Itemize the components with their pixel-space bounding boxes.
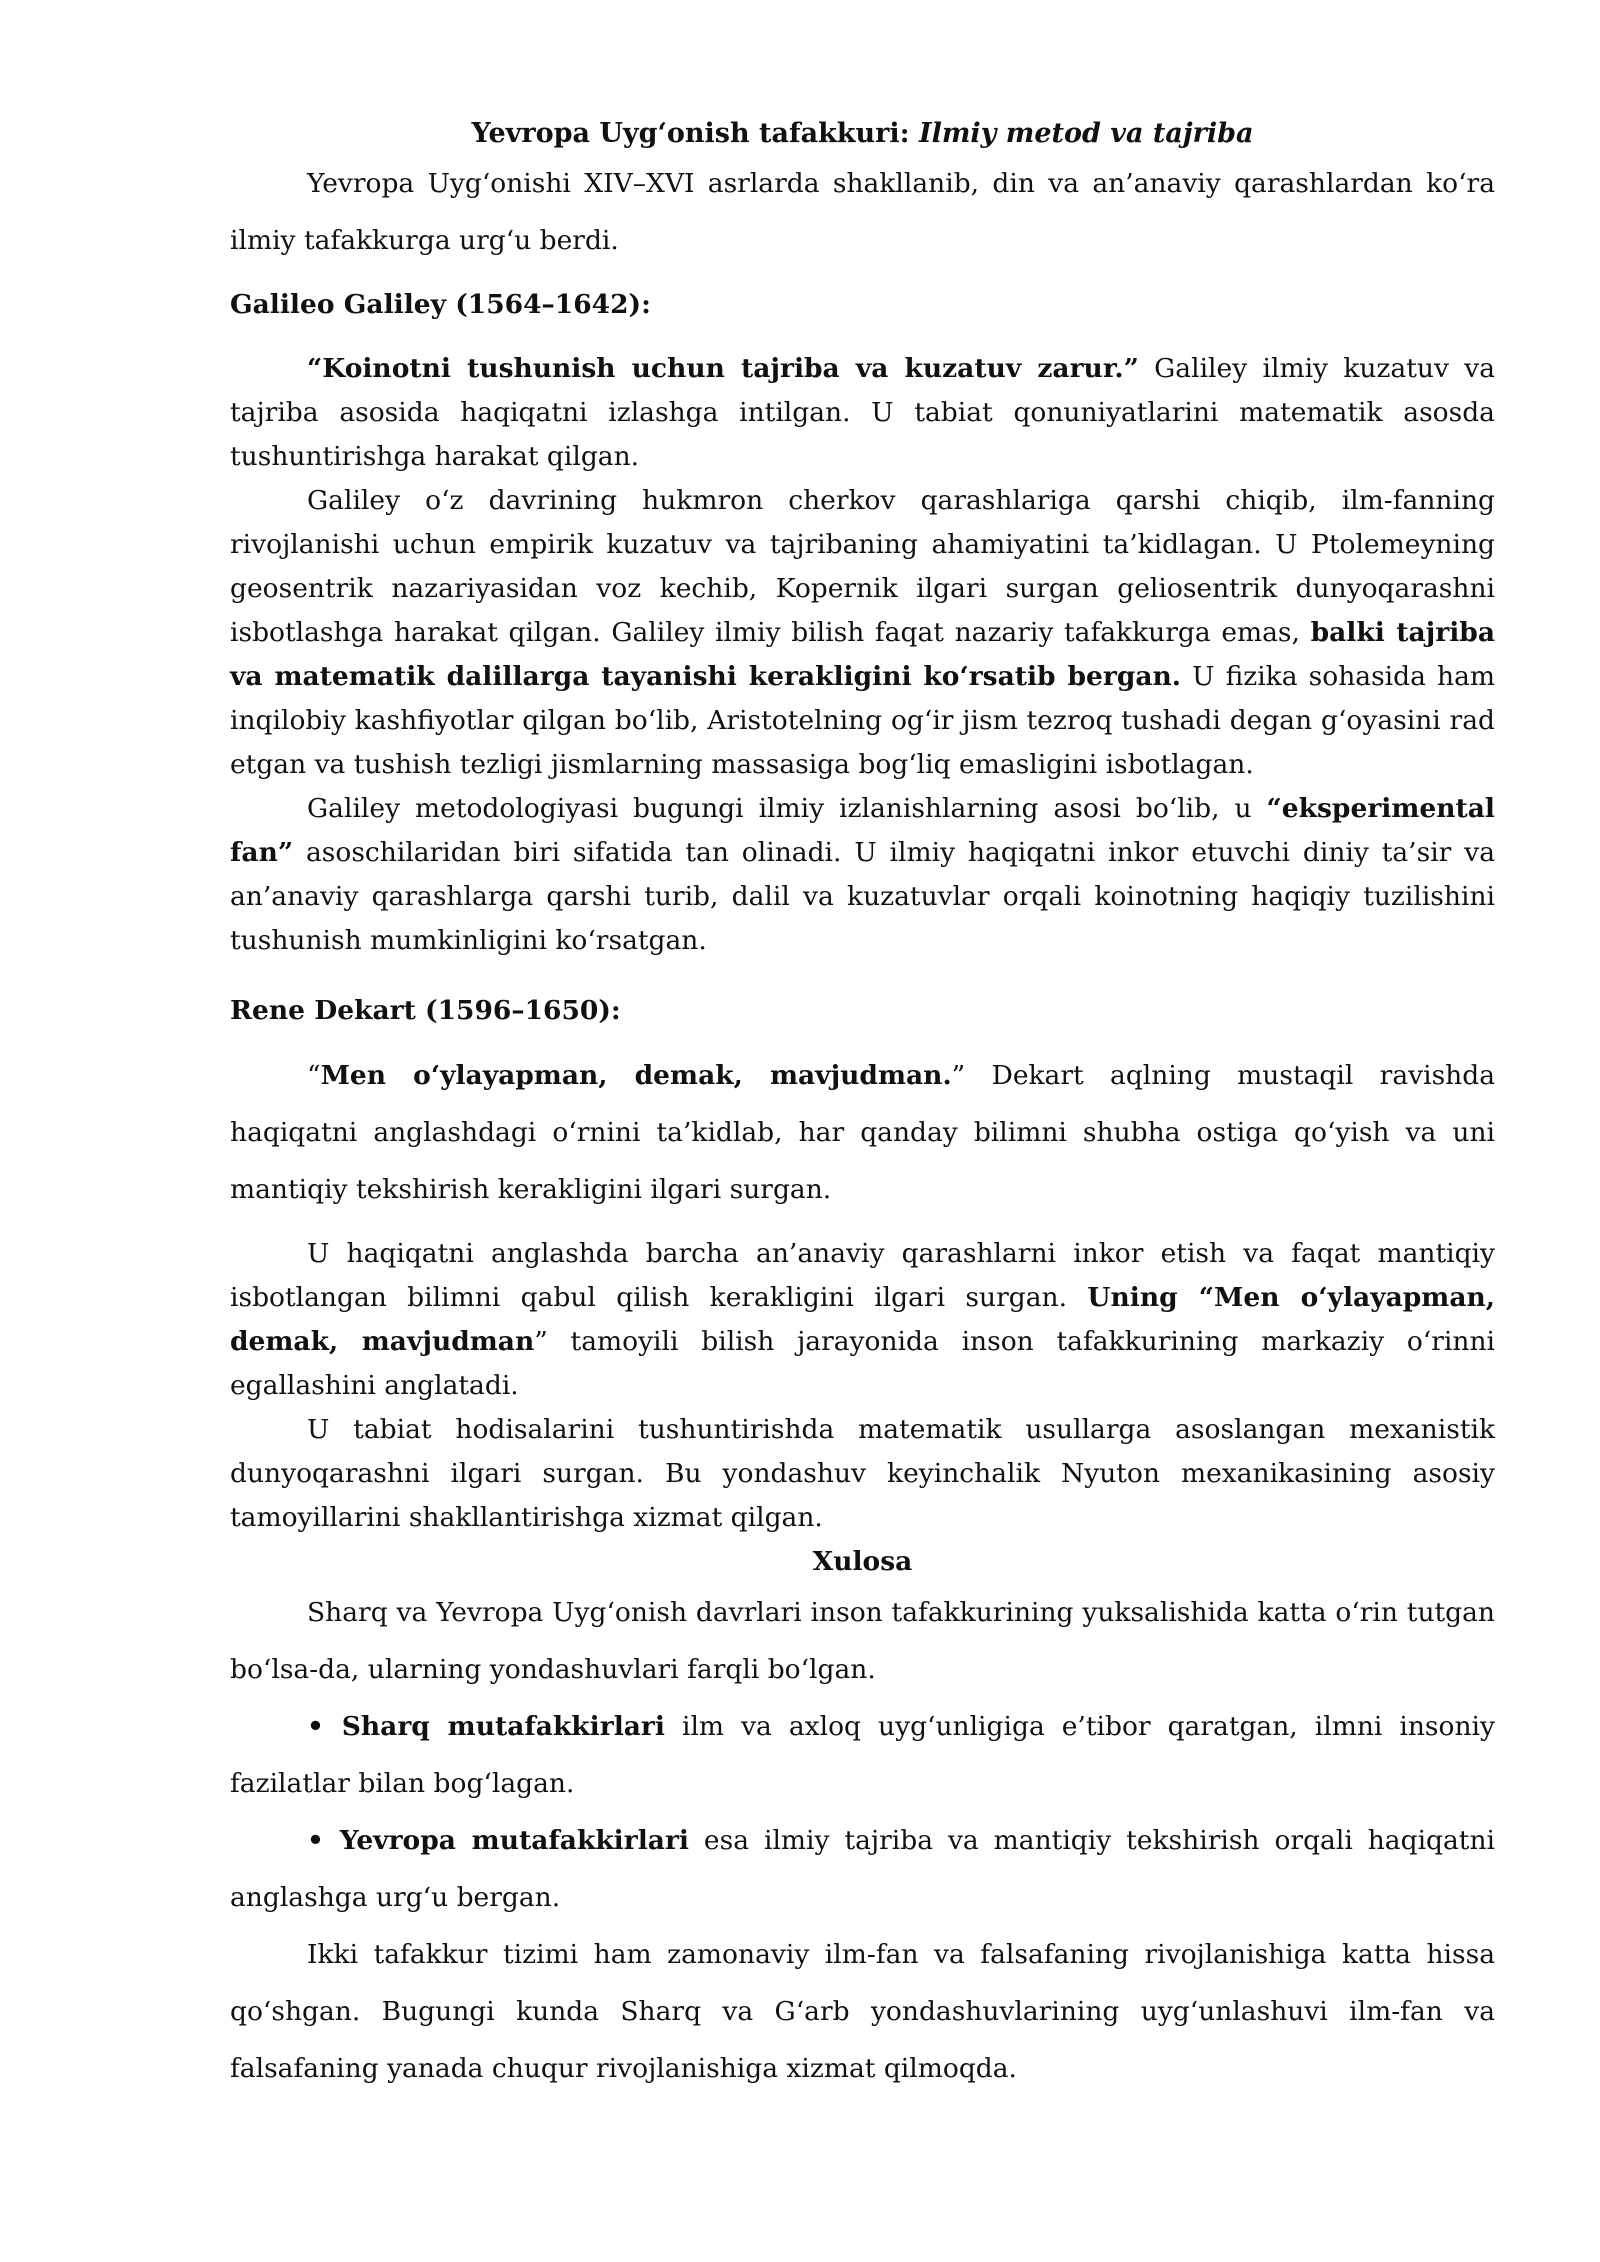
dekart-p2-text-a: U haqiqatni anglashda barcha an’anaviy qarashlarni inkor etish va faqat mantiqiy isbotlangan bilimni qabul qilish kerakligini ilgari surgan. bbox=[230, 1238, 1495, 1313]
xulosa-heading: Xulosa bbox=[812, 1546, 913, 1577]
document-page bbox=[230, 112, 1495, 2097]
dekart-p2-bold: Uning “Men o‘ylayapman, demak, mavjudman bbox=[230, 1282, 1496, 1357]
galiley-p3-text-a: Galiley metodologiyasi bugungi ilmiy izlanishlarning asosi bo‘lib, u bbox=[307, 793, 1267, 824]
bullet-2-bold: Yevropa mutafakkirlari bbox=[339, 1825, 689, 1856]
galiley-p2-text-a: Galiley o‘z davrining hukmron cherkov qarashlariga qarshi chiqib, ilm-fanning rivojlanishi uchun empirik kuzatuv va tajribaning ahamiyatini ta’kidlagan. U Ptolemeyning geosentrik nazariyasidan voz kechib, Kopernik ilgari surgan geliosentrik dunyoqarashni isbotlashga harakat qilgan. Galiley ilmiy bilish faqat nazariy tafakkurga emas, bbox=[230, 485, 1495, 648]
galiley-p3-bold: “eksperimental fan” bbox=[230, 793, 1495, 868]
bullet-icon: • bbox=[307, 1825, 340, 1856]
dekart-quote-open: “ bbox=[307, 1060, 321, 1091]
galiley-heading bbox=[230, 283, 1495, 327]
galiley-p1-text: Galiley ilmiy kuzatuv va tajriba asosida haqiqatni izlashga intilgan. U tabiat qonuniyatlarini matematik asosda tushuntirishga harakat qilgan. bbox=[230, 353, 1495, 472]
xulosa-bullet-1 bbox=[230, 1698, 1495, 1812]
dekart-heading bbox=[230, 989, 1495, 1033]
dekart-p1-text: Dekart aqlning mustaqil ravishda haqiqatni anglashdagi o‘rnini ta’kidlab, har qanday bilimni shubha ostiga qo‘yish va uni mantiqiy tekshirish kerakligini ilgari surgan. bbox=[230, 1060, 1496, 1205]
galiley-quote: “Koinotni tushunish uchun tajriba va kuzatuv zarur.” bbox=[307, 353, 1139, 384]
dekart-heading-colon: : bbox=[610, 995, 621, 1026]
bullet-icon: • bbox=[307, 1711, 342, 1742]
xulosa-final-paragraph: Ikki tafakkur tizimi ham zamonaviy ilm-fan va falsafaning rivojlanishiga katta hissa qo‘shgan. Bugungi kunda Sharq va G‘arb yondashuvlarining uyg‘unlashuvi ilm-fan va falsafaning yanada chuqur rivojlanishiga xizmat qilmoqda. bbox=[230, 1939, 1495, 2084]
dekart-quote: Men o‘ylayapman, demak, mavjudman. bbox=[320, 1060, 952, 1091]
xulosa-bullet-2 bbox=[230, 1812, 1495, 1926]
intro-paragraph: Yevropa Uyg‘onishi XIV–XVI asrlarda shakllanib, din va an’anaviy qarashlardan ko‘ra ilmiy tafakkurga urg‘u berdi. bbox=[230, 168, 1495, 256]
dekart-p2-text-b: ” tamoyili bilish jarayonida inson tafakkurining markaziy o‘rinni egallashini anglatadi. bbox=[230, 1326, 1495, 1401]
galiley-paragraph-1 bbox=[230, 347, 1495, 479]
galiley-heading-text: Galileo Galiley (1564–1642) bbox=[230, 289, 642, 320]
dekart-paragraph-1 bbox=[230, 1047, 1495, 1218]
galiley-heading-colon: : bbox=[641, 289, 651, 320]
bullet-2-text: esa ilmiy tajriba va mantiqiy tekshirish orqali haqiqatni anglashga urg‘u bergan. bbox=[230, 1825, 1495, 1913]
galiley-p3-text-b: asoschilaridan biri sifatida tan olinadi. U ilmiy haqiqatni inkor etuvchi diniy ta’sir va an’anaviy qarashlarga qarshi turib, dalil va kuzatuvlar orqali koinotning haqiqiy tuzilishini tushunish mumkinligini ko‘rsatgan. bbox=[230, 837, 1495, 956]
title-italic: Ilmiy metod va tajriba bbox=[918, 118, 1254, 149]
bullet-1-bold: Sharq mutafakkirlari bbox=[341, 1711, 665, 1742]
dekart-quote-close: ” bbox=[951, 1060, 966, 1091]
galiley-p2-text-b: U fizika sohasida ham inqilobiy kashfiyotlar qilgan bo‘lib, Aristotelning og‘ir jism tezroq tushadi degan g‘oyasini rad etgan va tushish tezligi jismlarning massasiga bog‘liq emasligini isbotlagan. bbox=[230, 661, 1495, 780]
bullet-1-text: ilm va axloq uyg‘unligiga e’tibor qaratgan, ilmni insoniy fazilatlar bilan bog‘lagan. bbox=[230, 1711, 1495, 1799]
dekart-paragraph-3: U tabiat hodisalarini tushuntirishda matematik usullarga asoslangan mexanistik dunyoqarashni ilgari surgan. Bu yondashuv keyinchalik Nyuton mexanikasining asosiy tamoyillarini shakllantirishga xizmat qilgan. bbox=[230, 1414, 1495, 1533]
galiley-paragraph-3 bbox=[230, 787, 1495, 963]
xulosa-paragraph-1: Sharq va Yevropa Uyg‘onish davrlari inson tafakkurining yuksalishida katta o‘rin tutgan bo‘lsa-da, ularning yondashuvlari farqli bo‘lgan. bbox=[230, 1597, 1495, 1685]
galiley-paragraph-2 bbox=[230, 479, 1495, 787]
dekart-paragraph-2 bbox=[230, 1232, 1495, 1408]
galiley-p2-bold: balki tajriba va matematik dalillarga tayanishi kerakligini ko‘rsatib bergan. bbox=[230, 617, 1495, 692]
dekart-heading-text: Rene Dekart (1596–1650) bbox=[230, 995, 611, 1026]
document-title bbox=[230, 112, 1495, 155]
title-main: Yevropa Uyg‘onish tafakkuri: bbox=[471, 118, 919, 149]
